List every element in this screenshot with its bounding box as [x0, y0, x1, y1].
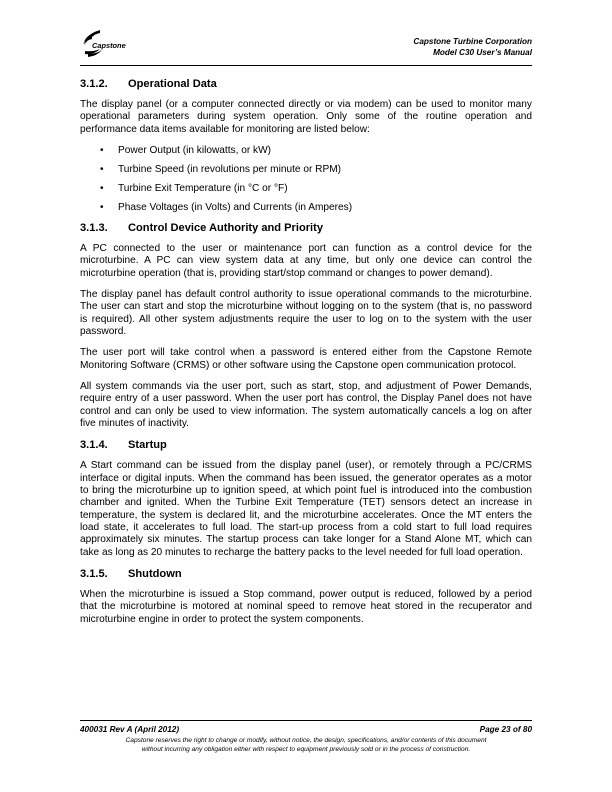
- section-number: 3.1.3.: [80, 221, 108, 234]
- page-content: [80, 78, 532, 635]
- footer-doc-id: 400031 Rev A (April 2012): [80, 725, 180, 734]
- paragraph: The display panel has default control authority to issue operational commands to the microturbine. The user can start and stop the microturbine without logging on to the system (that is, no password is required). All other system adjustments require the user to log on to the system with the user password.: [80, 288, 532, 337]
- paragraph: All system commands via the user port, such as start, stop, and adjustment of Power Demands, require entry of a user password. When the user port has control, the Display Panel does not have control and can only be used to view information. The system automatically cancels a log on after five minutes of inactivity.: [80, 381, 532, 430]
- list-item: [80, 164, 532, 176]
- section-heading: [80, 222, 532, 235]
- paragraph: A PC connected to the user or maintenance port can function as a control device for the microturbine. A PC can view system data at any time, but only one device can control the microturbine operation (that is, providing start/stop command or changes to power demand).: [80, 242, 532, 279]
- list-item: [80, 183, 532, 195]
- bullet-icon: •: [100, 182, 104, 194]
- logo-wordmark: Capstone: [92, 41, 126, 50]
- paragraph: When the microturbine is issued a Stop command, power output is reduced, followed by a period that the microturbine is motored at nominal speed to remove heat stored in the recuperator and microturbine engine in order to protect the system components.: [80, 589, 532, 625]
- section-number: 3.1.4.: [80, 439, 108, 452]
- header-title: [413, 37, 532, 58]
- bullet-icon: •: [100, 201, 104, 213]
- footer-disclaimer-line: without incurring any obligation either with respect to equipment previously sold or in the process of construction.: [141, 745, 471, 753]
- header-manual: Model C30 User’s Manual: [433, 47, 532, 57]
- footer-disclaimer-line: Capstone reserves the right to change or modify, without notice, the design, specifications, and/or contents of this document: [125, 737, 487, 744]
- section-heading: [80, 568, 532, 581]
- bullet-icon: •: [100, 145, 104, 157]
- list-item-text: Turbine Speed (in revolutions per minute or RPM): [118, 163, 342, 175]
- paragraph: The display panel (or a computer connected directly or via modem) can be used to monitor many operational parameters during system operation. Only some of the routine operation and performance data items available for monitoring are listed below:: [80, 99, 532, 135]
- bullet-icon: •: [100, 163, 104, 175]
- footer-disclaimer: [80, 737, 532, 754]
- section-title: Control Device Authority and Priority: [128, 221, 323, 234]
- header-rule: [80, 65, 532, 66]
- footer-page-number: Page 23 of 80: [479, 725, 532, 734]
- section-heading: [80, 439, 532, 452]
- section-heading: [80, 78, 532, 91]
- bullet-list: [80, 145, 532, 214]
- paragraph: A Start command can be issued from the display panel (user), or remotely through a PC/CRMS interface or digital inputs. When the command has been issued, the generator operates as a motor to bring the microturbine up to ignition speed, at which point fuel is introduced into the combustion chamber and ignited. When the Turbine Exit Temperature (TET) sensors detect an increase in temperature, the system is declared lit, and the microturbine accelerates. Once the MT enters the load state, it accelerates to full load. The start-up process from a cold start to full load requires approximately six minutes. The startup process can take longer for a Stand Alone MT, which can take as long as 20 minutes to recharge the battery packs to the level needed for full load operation.: [80, 460, 532, 558]
- header-company: Capstone Turbine Corporation: [413, 37, 532, 46]
- page-header: [80, 24, 532, 64]
- section-number: 3.1.2.: [80, 78, 108, 90]
- section-title: Operational Data: [128, 78, 217, 90]
- section-number: 3.1.5.: [80, 568, 108, 581]
- list-item: [80, 145, 532, 157]
- section-title: Shutdown: [128, 568, 182, 581]
- list-item-text: Power Output (in kilowatts, or kW): [118, 145, 272, 157]
- list-item-text: Turbine Exit Temperature (in °C or °F): [118, 182, 288, 194]
- footer-rule: [80, 720, 532, 721]
- capstone-logo: [80, 30, 144, 60]
- list-item-text: Phase Voltages (in Volts) and Currents (in Amperes): [118, 201, 353, 213]
- list-item: [80, 202, 532, 214]
- paragraph: The user port will take control when a password is entered either from the Capstone Remote Monitoring Software (CRMS) or other software using the Capstone open communication protocol.: [80, 347, 532, 371]
- section-title: Startup: [128, 439, 167, 452]
